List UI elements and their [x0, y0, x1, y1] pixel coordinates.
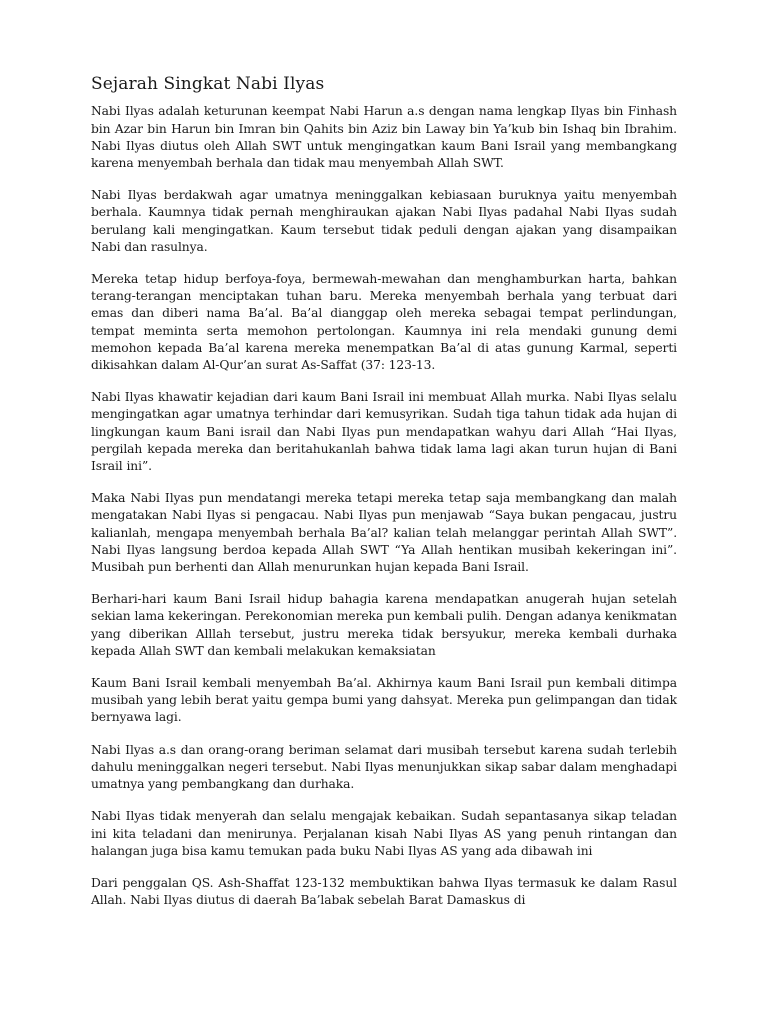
paragraph-7: Kaum Bani Israil kembali menyembah Ba’al. Akhirnya kaum Bani Israil pun kembali ditimpa musibah yang lebih berat yaitu gempa bumi yang dahsyat. Mereka pun gelimpangan dan tidak bernyawa lagi.: [91, 676, 677, 725]
paragraph-2: Nabi Ilyas berdakwah agar umatnya meninggalkan kebiasaan buruknya yaitu menyembah berhala. Kaumnya tidak pernah menghiraukan ajakan Nabi Ilyas padahal Nabi Ilyas sudah berulang kali mengingatkan. Kaum tersebut tidak peduli dengan ajakan yang disampaikan Nabi dan rasulnya.: [91, 188, 677, 254]
paragraph-3: Mereka tetap hidup berfoya-foya, bermewah-mewahan dan menghamburkan harta, bahkan terang-terangan menciptakan tuhan baru. Mereka menyembah berhala yang terbuat dari emas dan diberi nama Ba’al. Ba’al dianggap oleh mereka sebagai tempat perlindungan, tempat meminta serta memohon pertolongan. Kaumnya ini rela mendaki gunung demi memohon kepada Ba’al karena mereka menempatkan Ba’al di atas gunung Karmal, seperti dikisahkan dalam Al-Qur’an surat As-Saffat (37: 123-13.: [91, 272, 677, 373]
paragraph-9: Nabi Ilyas tidak menyerah dan selalu mengajak kebaikan. Sudah sepantasanya sikap teladan ini kita teladani dan menirunya. Perjalanan kisah Nabi Ilyas AS yang penuh rintangan dan halangan juga bisa kamu temukan pada buku Nabi Ilyas AS yang ada dibawah ini: [91, 809, 677, 858]
paragraph-10: Dari penggalan QS. Ash-Shaffat 123-132 membuktikan bahwa Ilyas termasuk ke dalam Rasul Allah. Nabi Ilyas diutus di daerah Ba’labak sebelah Barat Damaskus di: [91, 875, 677, 908]
paragraph-8: Nabi Ilyas a.s dan orang-orang beriman selamat dari musibah tersebut karena sudah terlebih dahulu meninggalkan negeri tersebut. Nabi Ilyas menunjukkan sikap sabar dalam menghadapi umatnya yang pembangkang dan durhaka.: [91, 742, 677, 792]
document-page: [91, 74, 677, 909]
paragraph-4: Nabi Ilyas khawatir kejadian dari kaum Bani Israil ini membuat Allah murka. Nabi Ilyas selalu mengingatkan agar umatnya terhindar dari kemusyrikan. Sudah tiga tahun tidak ada hujan di lingkungan kaum Bani israil dan Nabi Ilyas pun mendapatkan wahyu dari Allah “Hai Ilyas, pergilah kepada mereka dan beritahukanlah bahwa tidak lama lagi akan turun hujan di Bani Israil ini”.: [91, 390, 677, 474]
paragraph-5: Maka Nabi Ilyas pun mendatangi mereka tetapi mereka tetap saja membangkang dan malah mengatakan Nabi Ilyas si pengacau. Nabi Ilyas pun menjawab “Saya bukan pengacau, justru kalianlah, mengapa menyembah berhala Ba’al? kalian telah melanggar perintah Allah SWT”. Nabi Ilyas langsung berdoa kepada Allah SWT “Ya Allah hentikan musibah kekeringan ini”. Musibah pun berhenti dan Allah menurunkan hujan kepada Bani Israil.: [91, 491, 677, 575]
document-title: Sejarah Singkat Nabi Ilyas: [91, 74, 325, 94]
paragraph-6: Berhari-hari kaum Bani Israil hidup bahagia karena mendapatkan anugerah hujan setelah sekian lama kekeringan. Perekonomian mereka pun kembali pulih. Dengan adanya kenikmatan yang diberikan Alllah tersebut, justru mereka tidak bersyukur, mereka kembali durhaka kepada Allah SWT dan kembali melakukan kemaksiatan: [91, 592, 677, 658]
paragraph-1: Nabi Ilyas adalah keturunan keempat Nabi Harun a.s dengan nama lengkap Ilyas bin Finhash bin Azar bin Harun bin Imran bin Qahits bin Aziz bin Laway bin Ya’kub bin Ishaq bin Ibrahim. Nabi Ilyas diutus oleh Allah SWT untuk mengingatkan kaum Bani Israil yang membangkang karena menyembah berhala dan tidak mau menyembah Allah SWT.: [91, 104, 677, 170]
